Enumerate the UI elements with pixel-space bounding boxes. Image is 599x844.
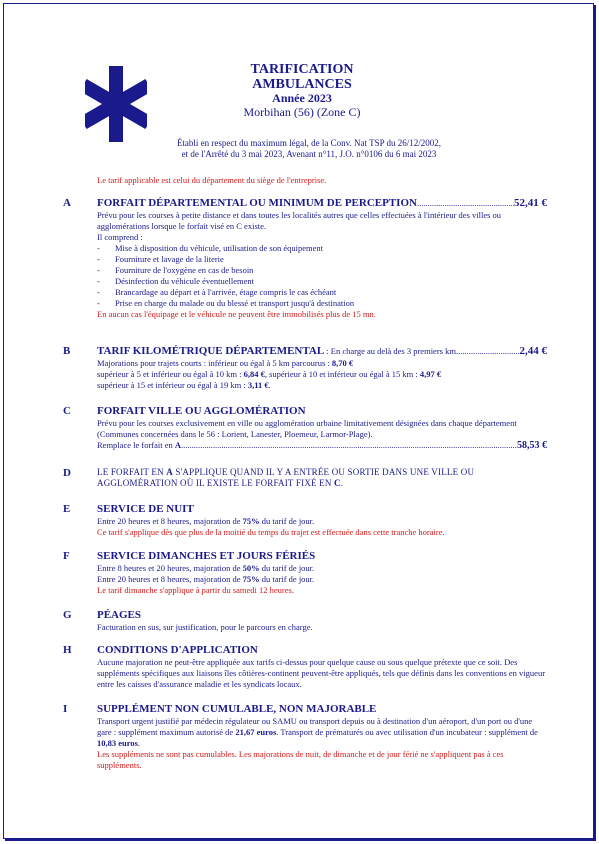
list-item: - Brancardage au départ et à l'arrivée, étage compris le cas échéant [97,287,547,298]
price: 4,97 € [419,369,442,379]
document-page [3,3,594,839]
price: 8,70 € [331,358,354,368]
title-block [174,62,430,119]
star-of-life-icon [85,66,147,142]
includes-label: Il comprend : [97,232,143,242]
region: Morbihan (56) (Zone C) [243,105,361,119]
legal-line-1: Établi en respect du maximum légal, de la Conv. Nat TSP du 26/12/2002, [176,138,442,148]
short-trip-line-1: Majorations pour trajets courts : inférieur ou égal à 5 km parcourus : 8,70 € [97,358,354,368]
section-title: SERVICE DIMANCHES ET JOURS FÉRIÉS [97,550,316,562]
section-title: FORFAIT VILLE OU AGGLOMÉRATION [97,405,306,417]
section-heading [97,197,547,210]
section-letter: E [63,503,71,515]
warning-note: Le tarif dimanche s'applique à partir du samedi 12 heures. [97,585,294,595]
price: 6,84 € [243,369,265,379]
section-description: Prévu pour les courses exclusivement en ville ou agglomération urbaine limitativement désignées dans chaque département (Communes concernées dans le 56 : Lorient, Lanester, Ploemeur, Larmor-Plage). [97,418,517,439]
warning-note: En aucun cas l'équipage et le véhicule ne peuvent être immobilisés plus de 15 mn. [97,309,376,319]
section-letter: A [63,197,71,209]
section-letter: G [63,609,72,621]
title-line-2: AMBULANCES [252,77,352,92]
list-item: - Fourniture de l'oxygène en cas de besoin [97,265,547,276]
rule-line-1: LE FORFAIT EN A S'APPLIQUE QUAND IL Y A ENTRÉE OU SORTIE DANS UNE VILLE OU [97,467,475,477]
short-trip-line-2: supérieur à 5 et inférieur ou égal à 10 km : 6,84 €, supérieur à 10 et inférieur ou égal à 15 km : 4,97 € [97,369,442,379]
short-trip-line-3: supérieur à 15 et inférieur ou égal à 19 km : 3,11 €. [97,380,271,390]
section-description: Prévu pour les courses à petite distance et dans toutes les localités autres que celles effectuées à l'intérieur des villes ou agglomérations lorsque le forfait visé en C existe. [97,210,502,231]
section-description: Transport urgent justifié par médecin régulateur ou SAMU ou transport depuis ou à destination d'un aéroport, d'un port ou d'une gare : supplément maximum autorisé de 21,67 euros. Transport de prématurés ou avec utilisation d'un incubateur : supplément de 10,83 euros. [97,716,538,748]
applicable-tariff-note: Le tarif applicable est celui du département du siège de l'entreprise. [97,175,327,185]
section-title: FORFAIT DÉPARTEMENTAL OU MINIMUM DE PERCEPTION [97,197,417,209]
rule-line-2: AGGLOMÉRATION OÙ IL EXISTE LE FORFAIT FIXÉ EN C. [97,478,344,488]
section-description: Aucune majoration ne peut-être appliquée aux tarifs ci-dessus pour quelque cause ou sous quelque prétexte que ce soit. Des suppléments spécifiques aux liaisons îles côtières-continent peuvent-être appliqués, tels que définis dans les conventions en vigueur entre les caisses d'assurance maladie et les syndicats locaux. [97,657,546,689]
price: 2,44 € [519,345,547,357]
section-letter: C [63,405,71,417]
warning-note: Ce tarif s'applique dès que plus de la moitié du temps du trajet est effectuée dans cette tranche horaire. [97,527,445,537]
section-heading [97,345,547,358]
list-item: - Prise en charge du malade ou du blessé et transport jusqu'à destination [97,298,547,309]
price: 58,53 € [517,440,547,451]
price: 10,83 euros [97,738,138,748]
warning-note: Les suppléments ne sont pas cumulables. Les majorations de nuit, de dimanche et de jour férié ne s'appliquent pas à ces suppléments. [97,749,504,770]
section-title: TARIF KILOMÉTRIQUE DÉPARTEMENTAL [97,345,325,357]
title-line-1: TARIFICATION [250,62,354,77]
section-title: SERVICE DE NUIT [97,503,194,515]
section-letter: B [63,345,71,357]
section-title: SUPPLÉMENT NON CUMULABLE, NON MAJORABLE [97,703,377,715]
section-letter: F [63,550,70,562]
section-subtitle: : En charge au delà des 3 premiers km [324,346,456,356]
price: 3,11 € [247,380,269,390]
list-item: - Mise à disposition du véhicule, utilisation de son équipement [97,243,547,254]
year: Année 2023 [272,91,332,105]
legal-reference [154,138,464,160]
section-description: Facturation en sus, sur justification, pour le parcours en charge. [97,622,313,632]
night-rate-line: Entre 20 heures et 8 heures, majoration de 75% du tarif de jour. [97,574,315,584]
day-rate-line: Entre 8 heures et 20 heures, majoration de 50% du tarif de jour. [97,563,315,573]
section-letter: D [63,467,71,479]
section-title: CONDITIONS D'APPLICATION [97,644,258,656]
section-letter: I [63,703,68,715]
list-item: - Fourniture et lavage de la literie [97,254,547,265]
section-letter: H [63,644,72,656]
price: 52,41 € [514,197,547,209]
list-item: - Désinfection du véhicule éventuellement [97,276,547,287]
includes-list [97,243,547,309]
price: 21,67 euros [235,727,277,737]
night-rate-line: Entre 20 heures et 8 heures, majoration de 75% du tarif de jour. [97,516,315,526]
legal-line-2: et de l'Arrêté du 3 mai 2023, Avenant n°11, J.O. n°0106 du 6 mai 2023 [181,149,437,159]
replace-line: Remplace le forfait en A ..... 58,53 € [97,440,547,451]
section-title: PÉAGES [97,609,142,621]
